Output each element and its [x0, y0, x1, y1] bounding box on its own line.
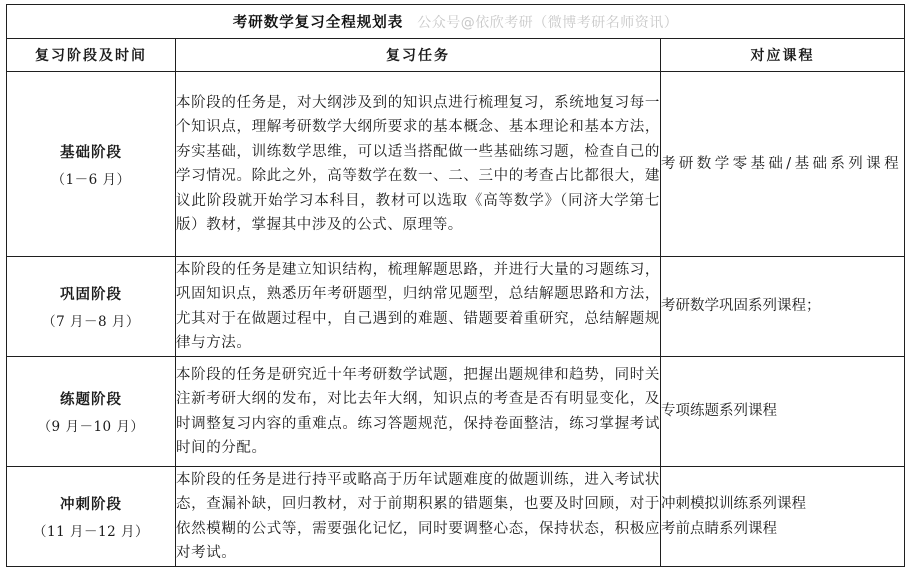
task-cell: 本阶段的任务是研究近十年考研数学试题，把握出题规律和趋势，同时关注新考研大纲的发布，对比去年大纲，知识点的考查是否有明显变化，及时调整复习内容的重难点。练习答题规范，保持卷面整洁，练习掌握考试时间的分配。: [176, 357, 661, 467]
stage-cell: [7, 357, 176, 467]
course-cell: [661, 72, 905, 257]
task-cell: 本阶段的任务是，对大纲涉及到的知识点进行梳理复习，系统地复习每一个知识点，理解考研数学大纲所要求的基本概念、基本理论和基本方法，夯实基础，训练数学思维，可以适当搭配做一些基础练习题，检查自己的学习情况。除此之外，高等数学在数一、二、三中的考查占比都很大，建议此阶段就开始学习本科目，教材可以选取《高等数学》（同济大学第七版）教材，掌握其中涉及的公式、原理等。: [176, 72, 661, 257]
table-row: [7, 72, 905, 257]
course-cell: [661, 257, 905, 357]
stage-time: （7 月－8 月）: [42, 314, 140, 330]
task-cell: 本阶段的任务是建立知识结构，梳理解题思路，并进行大量的习题练习，巩固知识点，熟悉历年考研题型，归纳常见题型，总结解题思路和方法，尤其对于在做题过程中，自己遇到的难题、错题要着重研究，总结解题规律与方法。: [176, 257, 661, 357]
course-item: 冲刺模拟训练系列课程: [661, 495, 806, 512]
table-row: [7, 467, 905, 567]
title-wrap: [7, 11, 904, 32]
table-title-cell: [7, 5, 905, 39]
stage-name: 冲刺阶段: [60, 497, 122, 513]
watermark-text: 公众号@依欣考研（微博考研名师资讯）: [417, 15, 679, 31]
course-item: 专项练题系列课程: [661, 403, 777, 419]
table-title-row: [7, 5, 905, 39]
course-cell: [661, 467, 905, 567]
task-cell: 本阶段的任务是进行持平或略高于历年试题难度的做题训练，进入考试状态，查漏补缺，回归教材，对于前期积累的错题集，也要及时回顾，对于依然模糊的公式等，需要强化记忆，同时要调整心态，保持状态，积极应对考试。: [176, 467, 661, 567]
header-stage: 复习阶段及时间: [7, 39, 176, 72]
header-row: [7, 39, 905, 72]
course-item: 考前点睛系列课程: [661, 520, 777, 537]
stage-time: （9 月－10 月）: [37, 419, 145, 435]
stage-time: （1－6 月）: [51, 171, 131, 188]
table-row: [7, 257, 905, 357]
stage-cell: [7, 257, 176, 357]
course-item: 考研数学零基础/基础系列课程: [661, 155, 902, 172]
stage-name: 基础阶段: [60, 144, 122, 161]
table-row: [7, 357, 905, 467]
stage-name: 练题阶段: [60, 392, 122, 408]
review-plan-table: [6, 4, 905, 567]
table-title: 考研数学复习全程规划表: [232, 15, 404, 31]
course-item: 考研数学巩固系列课程；: [661, 298, 821, 314]
header-course: 对应课程: [661, 39, 905, 72]
course-cell: [661, 357, 905, 467]
stage-cell: [7, 467, 176, 567]
header-task: 复习任务: [176, 39, 661, 72]
stage-cell: [7, 72, 176, 257]
stage-name: 巩固阶段: [60, 287, 122, 303]
stage-time: （11 月－12 月）: [33, 524, 149, 540]
